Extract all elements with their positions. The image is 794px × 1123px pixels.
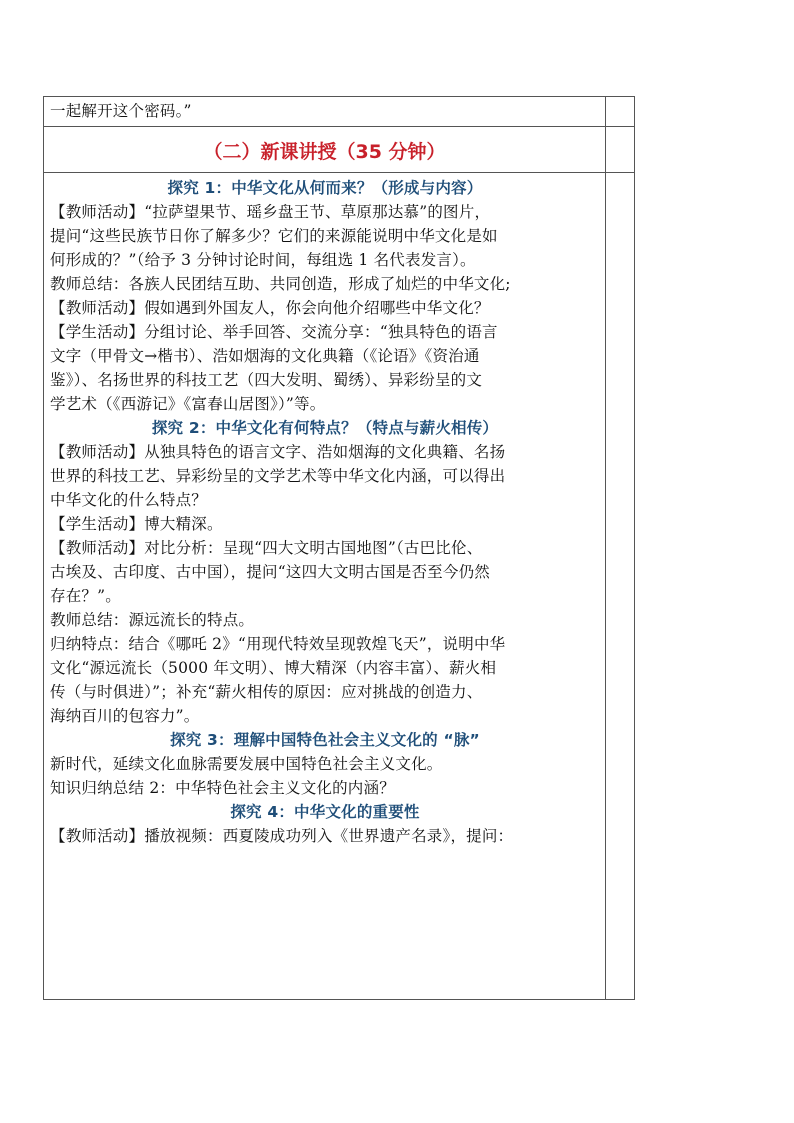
content-line: 教师总结：各族人民团结互助、共同创造，形成了灿烂的中华文化; <box>50 275 511 293</box>
lesson-content <box>50 176 600 848</box>
content-line: 教师总结：源远流长的特点。 <box>50 611 255 629</box>
content-line: 【教师活动】从独具特色的语言文字、浩如烟海的文化典籍、名扬 <box>50 443 506 461</box>
content-line: 海纳百川的包容力”。 <box>50 707 200 725</box>
content-line: 新时代，延续文化血脉需要发展中国特色社会主义文化。 <box>50 755 443 773</box>
content-line: 文字（甲骨文→楷书）、浩如烟海的文化典籍（《论语》《资治通 <box>50 347 480 365</box>
content-line: 鉴》）、名扬世界的科技工艺（四大发明、蜀绣）、异彩纷呈的文 <box>50 371 483 389</box>
content-line: 世界的科技工艺、异彩纷呈的文学艺术等中华文化内涵，可以得出 <box>50 467 506 485</box>
content-line: 提问“这些民族节日你了解多少？它们的来源能说明中华文化是如 <box>50 227 498 245</box>
inquiry-heading: 探究 4：中华文化的重要性 <box>230 803 420 821</box>
top-row-text: 一起解开这个密码。” <box>50 102 192 120</box>
content-line: 【教师活动】假如遇到外国友人，你会向他介绍哪些中华文化？ <box>50 299 490 317</box>
inquiry-heading: 探究 2：中华文化有何特点？（特点与薪火相传） <box>151 419 499 437</box>
inquiry-heading: 探究 1：中华文化从何而来？（形成与内容） <box>167 179 483 197</box>
content-line: 【教师活动】“拉萨望果节、瑶乡盘王节、草原那达慕”的图片， <box>50 203 491 221</box>
content-line: 中华文化的什么特点？ <box>50 491 208 509</box>
content-line: 学艺术（《西游记》《富春山居图》）”等。 <box>50 395 326 413</box>
row-divider <box>44 172 634 173</box>
column-divider <box>605 97 606 999</box>
content-line: 归纳特点：结合《哪吒 2》“用现代特效呈现敦煌飞天”，说明中华 <box>50 635 506 653</box>
content-line: 【教师活动】播放视频：西夏陵成功列入《世界遗产名录》，提问： <box>50 827 514 845</box>
content-line: 存在？”。 <box>50 587 121 605</box>
content-line: 【学生活动】分组讨论、举手回答、交流分享：“独具特色的语言 <box>50 323 498 341</box>
inquiry-heading: 探究 3：理解中国特色社会主义文化的 “脉” <box>170 731 480 749</box>
row-divider <box>44 126 634 127</box>
content-line: 传（与时俱进）”；补充“薪火相传的原因：应对挑战的创造力、 <box>50 683 483 701</box>
content-line: 知识归纳总结 2：中华特色社会主义文化的内涵？ <box>50 779 395 797</box>
content-line: 【教师活动】对比分析：呈现“四大文明古国地图”（古巴比伦、 <box>50 539 483 557</box>
content-line: 文化“源远流长（5000 年文明）、博大精深（内容丰富）、薪火相 <box>50 659 497 677</box>
lesson-plan-table <box>43 96 635 1000</box>
content-line: 何形成的？”（给予 3 分钟讨论时间，每组选 1 名代表发言）。 <box>50 251 476 269</box>
content-line: 【学生活动】博大精深。 <box>50 515 223 533</box>
content-line: 古埃及、古印度、古中国），提问“这四大文明古国是否至今仍然 <box>50 563 490 581</box>
section-title: （二）新课讲授（35 分钟） <box>203 141 446 163</box>
